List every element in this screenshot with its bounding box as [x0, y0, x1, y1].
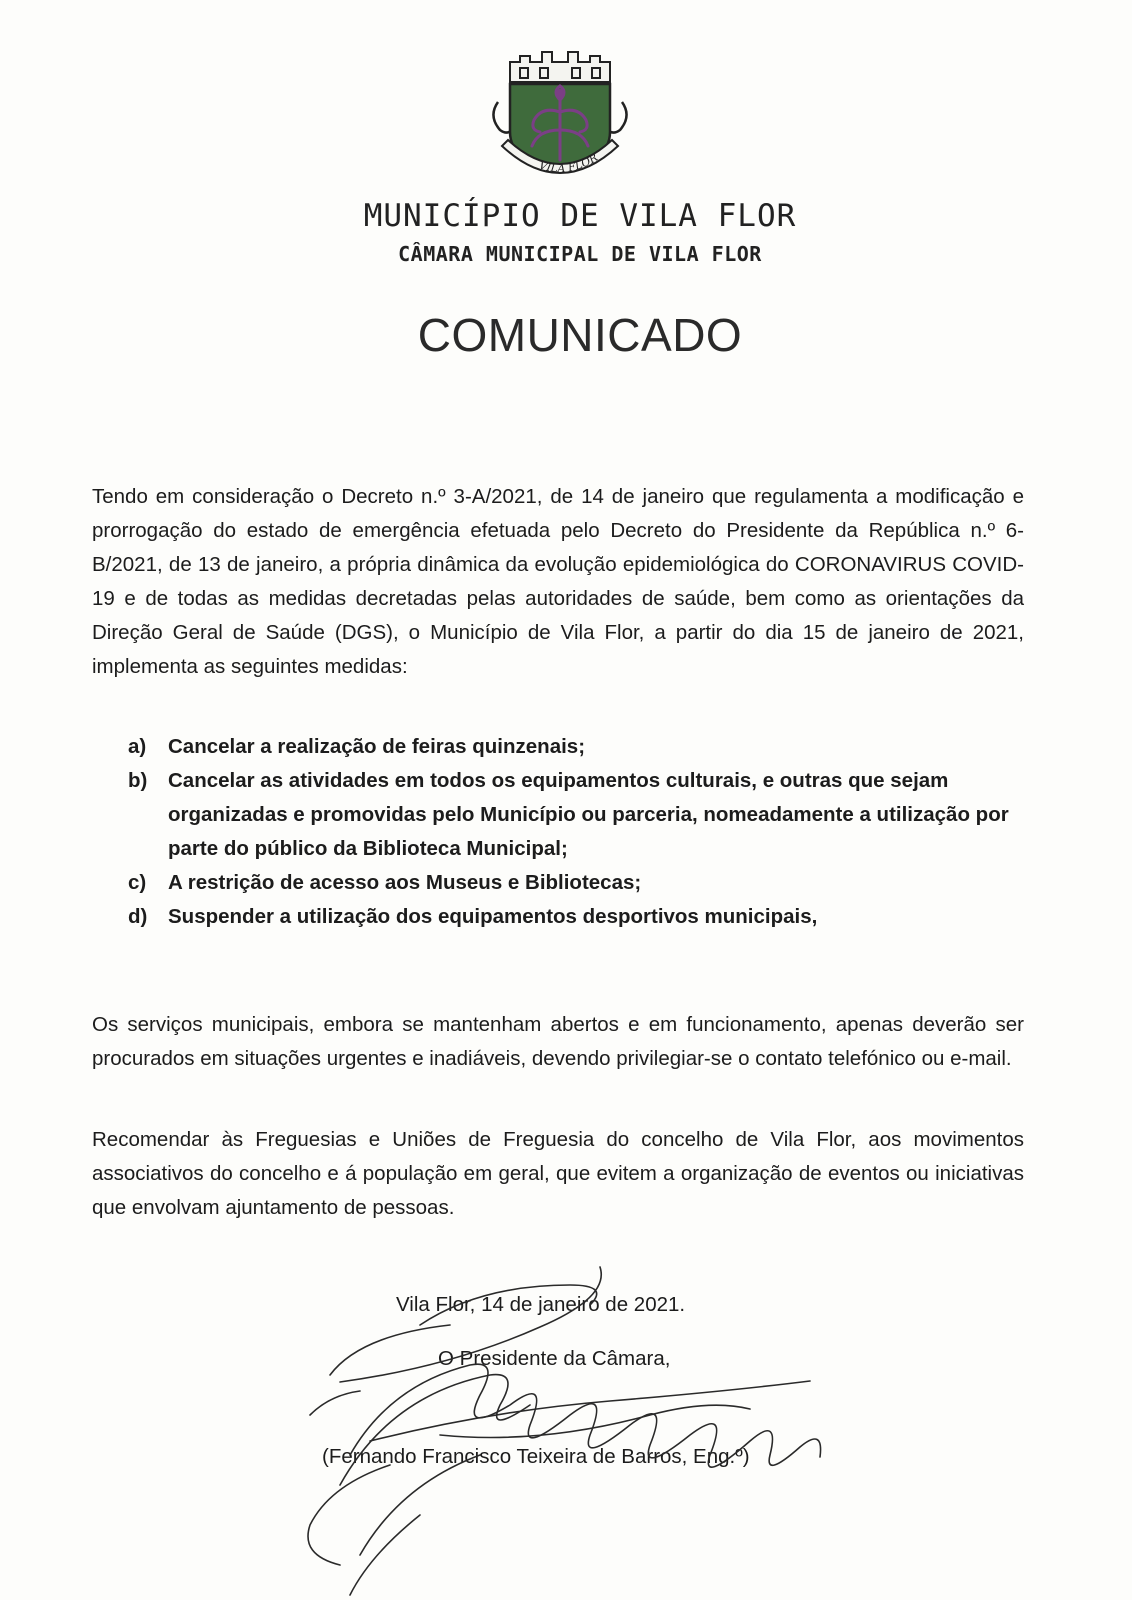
measure-text: Suspender a utilização dos equipamentos desportivos municipais, [168, 905, 818, 928]
intro-paragraph: Tendo em consideração o Decreto n.º 3-A/2021, de 14 de janeiro que regulamenta a modificação e prorrogação do estado de emergência efetuada pelo Decreto do Presidente da República n.º 6-B/2021, de 13 de janeiro, a própria dinâmica da evolução epidemiológica do CORONAVIRUS COVID-19 e de todas as medidas decretadas pelas autoridades de saúde, bem como as orientações da Direção Geral de Saúde (DGS), o Município de Vila Flor, a partir do dia 15 de janeiro de 2021, implementa as seguintes medidas: [92, 485, 1024, 678]
list-item [128, 900, 1028, 934]
recommendation-paragraph: Recomendar às Freguesias e Uniões de Freguesia do concelho de Vila Flor, aos movimentos associativos do concelho e á população em geral, que evitem a organização de eventos ou iniciativas que envolvam ajuntamento de pessoas. [92, 1128, 1024, 1219]
place-and-date: Vila Flor, 14 de janeiro de 2021. [396, 1293, 686, 1316]
crest-banner-text: VILA FLOR [537, 150, 601, 176]
municipal-crest-logo [480, 40, 640, 190]
list-item [128, 730, 1028, 764]
list-item [128, 764, 1028, 866]
measure-text: A restrição de acesso aos Museus e Bibliotecas; [168, 871, 642, 894]
measure-text: Cancelar a realização de feiras quinzenais; [168, 735, 586, 758]
list-marker: b) [128, 769, 148, 792]
city-council-name: CÂMARA MUNICIPAL DE VILA FLOR [398, 242, 762, 266]
signer-name: (Fernando Francisco Teixeira de Barros, Eng.º) [322, 1445, 750, 1468]
signer-role: O Presidente da Câmara, [438, 1347, 671, 1370]
document-title: COMUNICADO [417, 309, 743, 361]
measure-text: Cancelar as atividades em todos os equipamentos culturais, e outras que sejam organizadas e promovidas pelo Município ou parceria, nomeadamente a utilização por parte do público da Biblioteca Municipal; [168, 769, 1009, 860]
list-marker: c) [128, 871, 147, 894]
list-marker: d) [128, 905, 148, 928]
list-item [128, 866, 1028, 900]
list-marker: a) [128, 735, 147, 758]
municipality-name: MUNICÍPIO DE VILA FLOR [363, 198, 797, 234]
measures-list [128, 730, 1028, 934]
services-paragraph: Os serviços municipais, embora se mantenham abertos e em funcionamento, apenas deverão ser procurados em situações urgentes e inadiáveis, devendo privilegiar-se o contato telefónico ou e-mail. [92, 1013, 1024, 1070]
